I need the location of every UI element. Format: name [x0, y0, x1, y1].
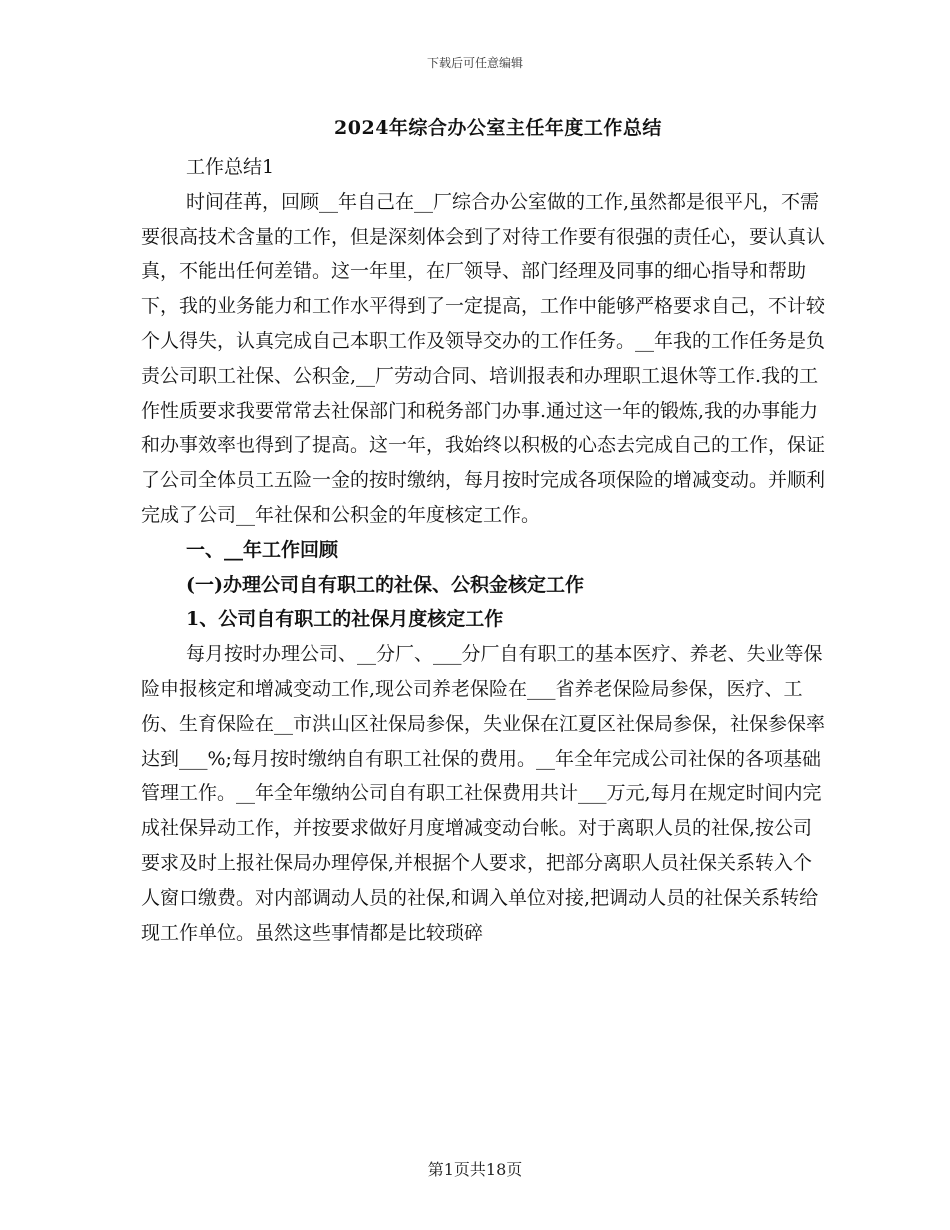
heading-social-security: (一)办理公司自有职工的社保、公积金核定工作 [186, 573, 584, 596]
section-label: 工作总结1 [186, 156, 275, 178]
heading-monthly-check: 1、公司自有职工的社保月度核定工作 [186, 608, 504, 631]
heading-year-review: 一、__年工作回顾 [186, 538, 339, 561]
document-body [141, 150, 831, 950]
header-note: 下载后可任意编辑 [426, 56, 523, 70]
body-paragraph: 每月按时办理公司、__分厂、___分厂自有职工的基本医疗、养老、失业等保险申报核定和增减变动工作,现公司养老保险在___省养老保险局参保，医疗、工伤、生育保险在__市洪山区社保局参保，失业保在江夏区社保局参保，社保参保率达到___%;每月按时缴纳自有职工社保的费用。__年全年完成公司社保的各项基础管理工作。__年全年缴纳公司自有职工社保费用共计___万元,每月在规定时间内完成社保异动工作，并按要求做好月度增减变动台帐。对于离职人员的社保,按公司要求及时上报社保局办理停保,并根据个人要求，把部分离职人员社保关系转入个人窗口缴费。对内部调动人员的社保,和调入单位对接,把调动人员的社保关系转给现工作单位。虽然这些事情都是比较琐碎 [141, 643, 826, 944]
document-title: 2024年综合办公室主任年度工作总结 [334, 117, 662, 139]
intro-paragraph: 时间荏苒，回顾__年自己在__厂综合办公室做的工作,虽然都是很平凡，不需要很高技术含量的工作，但是深刻体会到了对待工作要有很强的责任心，要认真认真，不能出任何差错。这一年里，在厂领导、部门经理及同事的细心指导和帮助下，我的业务能力和工作水平得到了一定提高，工作中能够严格要求自己，不计较个人得失，认真完成自己本职工作及领导交办的工作任务。__年我的工作任务是负责公司职工社保、公积金,__厂劳动合同、培训报表和办理职工退休等工作.我的工作性质要求我要常常去社保部门和税务部门办事.通过这一年的锻炼,我的办事能力和办事效率也得到了提高。这一年，我始终以积极的心态去完成自己的工作，保证了公司全体员工五险一金的按时缴纳，每月按时完成各项保险的增减变动。并顺利完成了公司__年社保和公积金的年度核定工作。 [141, 190, 826, 526]
page-footer: 第1页共18页 [427, 1160, 523, 1179]
